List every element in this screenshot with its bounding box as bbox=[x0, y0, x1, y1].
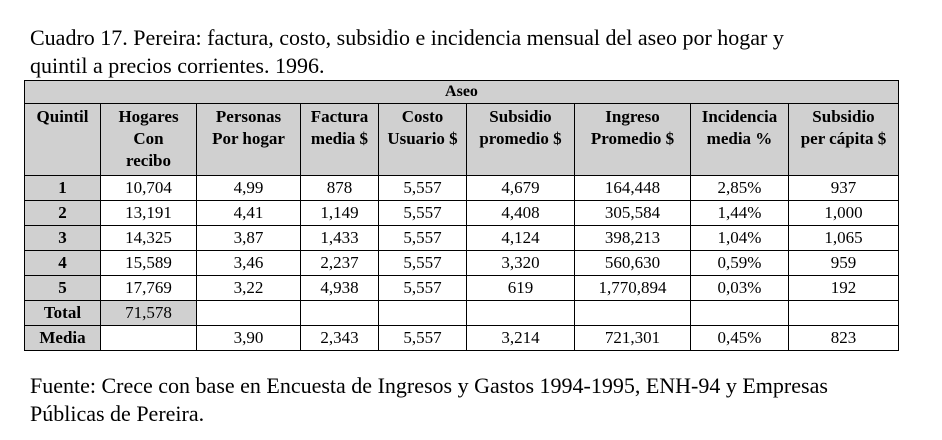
column-header bbox=[197, 104, 301, 176]
table-row bbox=[25, 251, 899, 276]
table-cell: 959 bbox=[789, 251, 899, 276]
table-cell: 305,584 bbox=[575, 201, 691, 226]
table-cell: 1,770,894 bbox=[575, 276, 691, 301]
group-header-row bbox=[25, 81, 899, 104]
column-header bbox=[301, 104, 379, 176]
source-line-2: Públicas de Pereira. bbox=[30, 401, 205, 426]
column-header bbox=[101, 104, 197, 176]
column-header-line: Personas bbox=[215, 107, 282, 126]
table-cell: 4,408 bbox=[467, 201, 575, 226]
table-cell bbox=[101, 326, 197, 351]
source-line-1: Fuente: Crece con base en Encuesta de Ingresos y Gastos 1994-1995, ENH-94 y Empresas bbox=[30, 373, 828, 398]
row-label: Media bbox=[25, 326, 101, 351]
column-header bbox=[789, 104, 899, 176]
table-cell: 5,557 bbox=[379, 326, 467, 351]
column-header-line: per cápita $ bbox=[800, 129, 887, 148]
table-cell: 10,704 bbox=[101, 176, 197, 201]
source-note bbox=[30, 372, 930, 428]
table-cell: 14,325 bbox=[101, 226, 197, 251]
table-cell: 3,87 bbox=[197, 226, 301, 251]
row-label: 3 bbox=[25, 226, 101, 251]
table-cell: 3,22 bbox=[197, 276, 301, 301]
column-header bbox=[379, 104, 467, 176]
table-cell: 2,343 bbox=[301, 326, 379, 351]
table-cell bbox=[197, 301, 301, 326]
table-cell bbox=[691, 301, 789, 326]
caption-line-1: Cuadro 17. Pereira: factura, costo, subsidio e incidencia mensual del aseo por hogar y bbox=[30, 25, 784, 50]
table-cell: 5,557 bbox=[379, 251, 467, 276]
column-header bbox=[467, 104, 575, 176]
table-cell bbox=[379, 301, 467, 326]
table-cell: 619 bbox=[467, 276, 575, 301]
column-header bbox=[25, 104, 101, 176]
table-cell: 3,46 bbox=[197, 251, 301, 276]
column-header-line: promedio $ bbox=[479, 129, 562, 148]
column-header-line: Incidencia bbox=[701, 107, 778, 126]
row-label: Total bbox=[25, 301, 101, 326]
table-cell: 15,589 bbox=[101, 251, 197, 276]
table-cell: 71,578 bbox=[101, 301, 197, 326]
column-header-line: recibo bbox=[125, 151, 171, 170]
column-header-line: Con bbox=[133, 129, 164, 148]
table-cell: 1,433 bbox=[301, 226, 379, 251]
table-cell: 192 bbox=[789, 276, 899, 301]
table-cell: 5,557 bbox=[379, 176, 467, 201]
table-cell: 5,557 bbox=[379, 276, 467, 301]
table-cell: 4,679 bbox=[467, 176, 575, 201]
table-cell: 1,000 bbox=[789, 201, 899, 226]
column-header-line: media % bbox=[706, 129, 773, 148]
group-header-aseo: Aseo bbox=[25, 81, 899, 104]
table-cell: 17,769 bbox=[101, 276, 197, 301]
table-row bbox=[25, 326, 899, 351]
table-cell: 0,45% bbox=[691, 326, 789, 351]
table-cell bbox=[575, 301, 691, 326]
table-cell: 398,213 bbox=[575, 226, 691, 251]
caption-line-2: quintil a precios corrientes. 1996. bbox=[30, 53, 325, 78]
column-header-line: Hogares bbox=[118, 107, 179, 126]
column-header-row bbox=[25, 104, 899, 176]
column-header bbox=[575, 104, 691, 176]
column-header-line: Subsidio bbox=[812, 107, 875, 126]
table-cell: 3,320 bbox=[467, 251, 575, 276]
column-header-line: Subsidio bbox=[489, 107, 552, 126]
table-cell bbox=[789, 301, 899, 326]
column-header-line: Usuario $ bbox=[387, 129, 458, 148]
table-cell: 1,065 bbox=[789, 226, 899, 251]
table-cell: 1,44% bbox=[691, 201, 789, 226]
table-row bbox=[25, 201, 899, 226]
table-cell: 878 bbox=[301, 176, 379, 201]
column-header bbox=[691, 104, 789, 176]
row-label: 5 bbox=[25, 276, 101, 301]
table-cell: 2,237 bbox=[301, 251, 379, 276]
table-cell: 4,41 bbox=[197, 201, 301, 226]
table-cell: 1,149 bbox=[301, 201, 379, 226]
table-cell: 2,85% bbox=[691, 176, 789, 201]
table-row bbox=[25, 276, 899, 301]
column-header-line: Por hogar bbox=[212, 129, 285, 148]
table-cell: 164,448 bbox=[575, 176, 691, 201]
table-cell: 1,04% bbox=[691, 226, 789, 251]
table-cell bbox=[467, 301, 575, 326]
table-cell: 937 bbox=[789, 176, 899, 201]
table-cell: 4,99 bbox=[197, 176, 301, 201]
row-label: 1 bbox=[25, 176, 101, 201]
table-cell: 560,630 bbox=[575, 251, 691, 276]
column-header-line: Costo bbox=[401, 107, 444, 126]
table-body bbox=[25, 176, 899, 351]
table-row bbox=[25, 301, 899, 326]
table-cell: 0,59% bbox=[691, 251, 789, 276]
table-cell: 4,124 bbox=[467, 226, 575, 251]
table-cell: 3,90 bbox=[197, 326, 301, 351]
column-header-line: Ingreso bbox=[605, 107, 660, 126]
table-cell: 721,301 bbox=[575, 326, 691, 351]
column-header-line: media $ bbox=[310, 129, 369, 148]
row-label: 4 bbox=[25, 251, 101, 276]
table-cell: 823 bbox=[789, 326, 899, 351]
table-cell: 3,214 bbox=[467, 326, 575, 351]
table-container bbox=[24, 80, 899, 351]
table-cell: 5,557 bbox=[379, 201, 467, 226]
table-row bbox=[25, 226, 899, 251]
table-cell: 4,938 bbox=[301, 276, 379, 301]
row-label: 2 bbox=[25, 201, 101, 226]
table-cell bbox=[301, 301, 379, 326]
table-cell: 0,03% bbox=[691, 276, 789, 301]
table-caption bbox=[30, 24, 920, 80]
aseo-table bbox=[24, 80, 899, 351]
column-header-line: Quintil bbox=[36, 107, 89, 126]
table-row bbox=[25, 176, 899, 201]
table-cell: 5,557 bbox=[379, 226, 467, 251]
table-cell: 13,191 bbox=[101, 201, 197, 226]
column-header-line: Promedio $ bbox=[590, 129, 675, 148]
column-header-line: Factura bbox=[310, 107, 369, 126]
